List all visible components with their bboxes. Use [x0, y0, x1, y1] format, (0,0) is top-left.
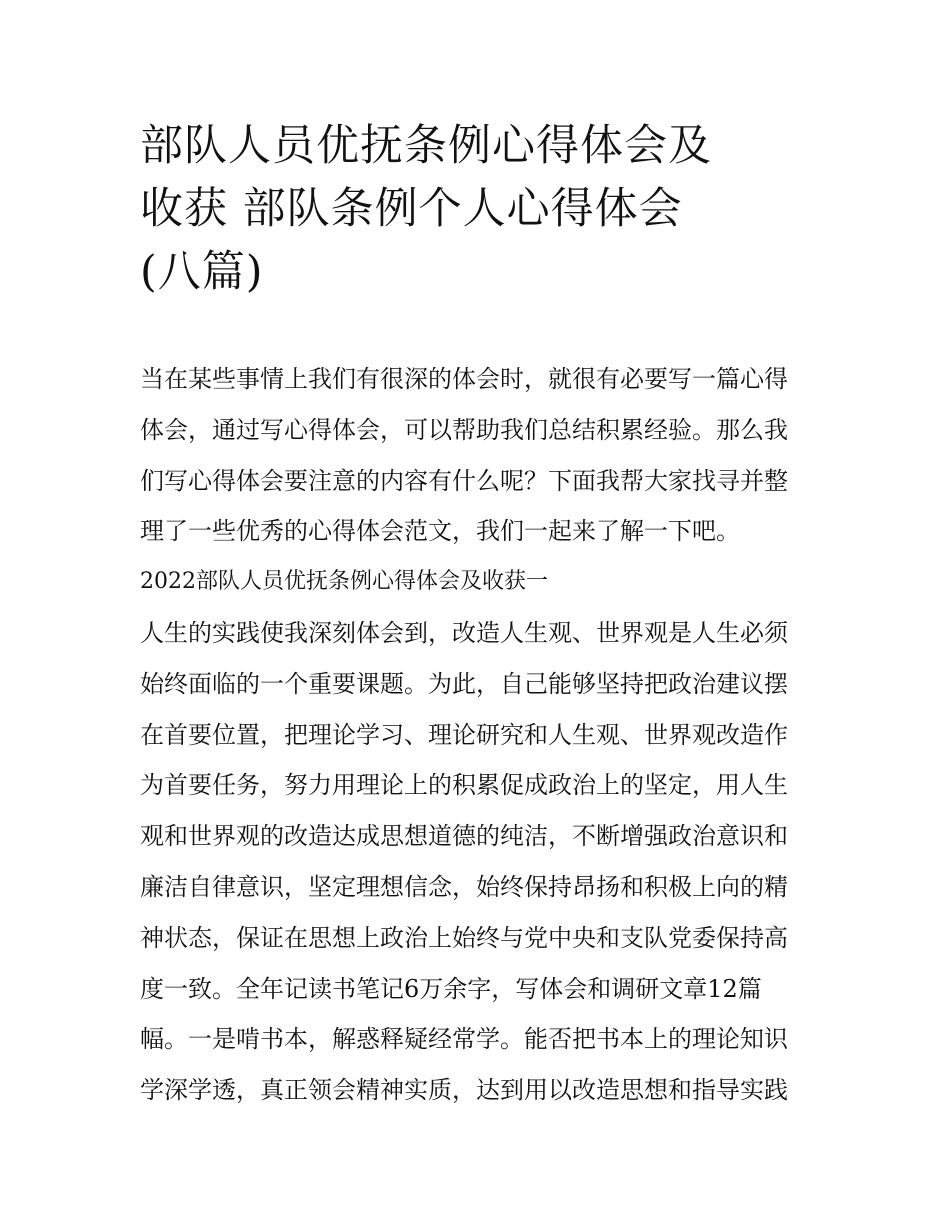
paragraph-line: 神状态，保证在思想上政治上始终与党中央和支队党委保持高 [140, 923, 788, 952]
paragraph-line: 度一致。全年记读书笔记6万余字，写体会和调研文章12篇 [140, 974, 762, 1003]
document-title [140, 115, 820, 304]
intro-line: 理了一些优秀的心得体会范文，我们一起来了解一下吧。 [140, 517, 740, 546]
paragraph-line: 在首要位置，把理论学习、理论研究和人生观、世界观改造作 [140, 720, 788, 749]
paragraph-line: 人生的实践使我深刻体会到，改造人生观、世界观是人生必须 [140, 618, 788, 647]
document-body [140, 354, 820, 1116]
paragraph-line: 始终面临的一个重要课题。为此，自己能够坚持把政治建议摆 [140, 669, 788, 698]
title-line: (八篇) [140, 247, 264, 297]
intro-line: 体会，通过写心得体会，可以帮助我们总结积累经验。那么我 [140, 415, 788, 444]
paragraph-line: 学深学透，真正领会精神实质，达到用以改造思想和指导实践 [140, 1076, 788, 1105]
paragraph-line: 幅。一是啃书本，解惑释疑经常学。能否把书本上的理论知识 [140, 1025, 788, 1054]
section-heading: 2022部队人员优抚条例心得体会及收获一 [140, 569, 548, 595]
title-line: 收获 部队条例个人心得体会 [140, 184, 683, 234]
paragraph-line: 廉洁自律意识，坚定理想信念，始终保持昂扬和积极上向的精 [140, 872, 788, 901]
title-line: 部队人员优抚条例心得体会及 [140, 121, 712, 171]
intro-line: 当在某些事情上我们有很深的体会时，就很有必要写一篇心得 [140, 365, 788, 393]
intro-line: 们写心得体会要注意的内容有什么呢？下面我帮大家找寻并整 [140, 466, 788, 495]
paragraph-line: 观和世界观的改造达成思想道德的纯洁，不断增强政治意识和 [140, 822, 788, 851]
paragraph-line: 为首要任务，努力用理论上的积累促成政治上的坚定，用人生 [140, 771, 788, 800]
